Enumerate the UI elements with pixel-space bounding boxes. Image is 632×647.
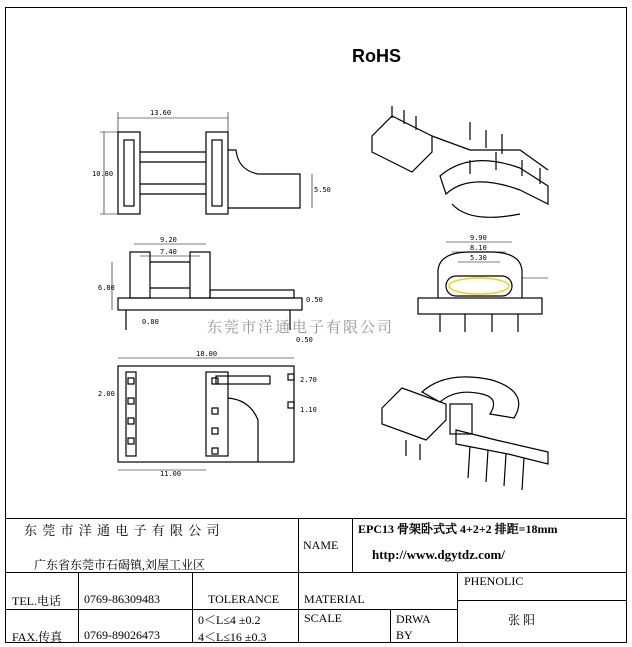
col-line-2 [192,572,193,643]
rohs-label: RoHS [352,46,401,66]
dim-side-w1: 9.90 [470,234,487,242]
drawn-by-name: 张 阳 [508,613,536,627]
tel-number: 0769-86309483 [84,592,160,606]
dim-top-width: 13.60 [150,109,172,117]
side-view [418,234,548,332]
divider-name [352,518,353,573]
material-label: MATERIAL [304,592,365,606]
col-line-1 [78,572,79,643]
drawn-by-label: DRWA BY [396,612,431,642]
col-line-5 [457,572,458,643]
bottom-view [98,350,317,478]
dim-mid-w1: 9.20 [160,236,177,244]
dim-bot-r2: 1.10 [300,406,317,414]
dim-mid-pin: 0.80 [142,318,159,326]
dim-mid-w2: 7.40 [160,248,177,256]
pin-marks [128,374,294,454]
divider-company [298,518,299,573]
material-value: PHENOLIC [464,574,524,588]
dim-bot-r1: 2.70 [300,376,317,384]
name-label: NAME [303,538,339,552]
scale-label: SCALE [304,611,343,625]
col-line-4 [390,609,391,643]
dim-side-w3: 5.30 [470,254,487,262]
tolerance-label: TOLERANCE [208,592,280,606]
dim-bot-pitch: 2.00 [98,390,115,398]
col-line-3 [298,572,299,643]
tolerance-row-1: 0＜L≤4 ±0.2 [198,613,261,627]
fax-label: FAX.传真 [12,630,63,644]
dim-top-side: 5.50 [314,186,331,194]
dim-bot-bottom: 11.00 [160,470,182,478]
company-name: 东 莞 市 洋 通 电 子 有 限 公 司 [24,523,221,538]
row-line-3 [457,600,627,601]
top-view [92,109,331,214]
isometric-view-bottom [382,377,548,490]
company-address: 广东省东莞市石碣镇,刘屋工业区 [34,558,206,572]
dim-mid-bottom: 0.50 [296,336,313,344]
dim-mid-right: 0.50 [306,296,323,304]
dim-mid-left: 6.80 [98,284,115,292]
dim-top-height: 10.80 [92,170,114,178]
tolerance-row-2: 4＜L≤16 ±0.3 [198,630,267,644]
tel-label: TEL.电话 [12,594,61,608]
isometric-view-top [372,106,548,217]
fax-number: 0769-89026473 [84,628,160,642]
dim-side-w2: 8.10 [470,244,487,252]
watermark-text: 东莞市洋通电子有限公司 [207,318,395,336]
product-name: EPC13 骨架卧式式 4+2+2 排距=18mm [358,522,558,536]
dim-bot-width: 18.00 [196,350,218,358]
website-url: http://www.dgytdz.com/ [372,547,505,562]
